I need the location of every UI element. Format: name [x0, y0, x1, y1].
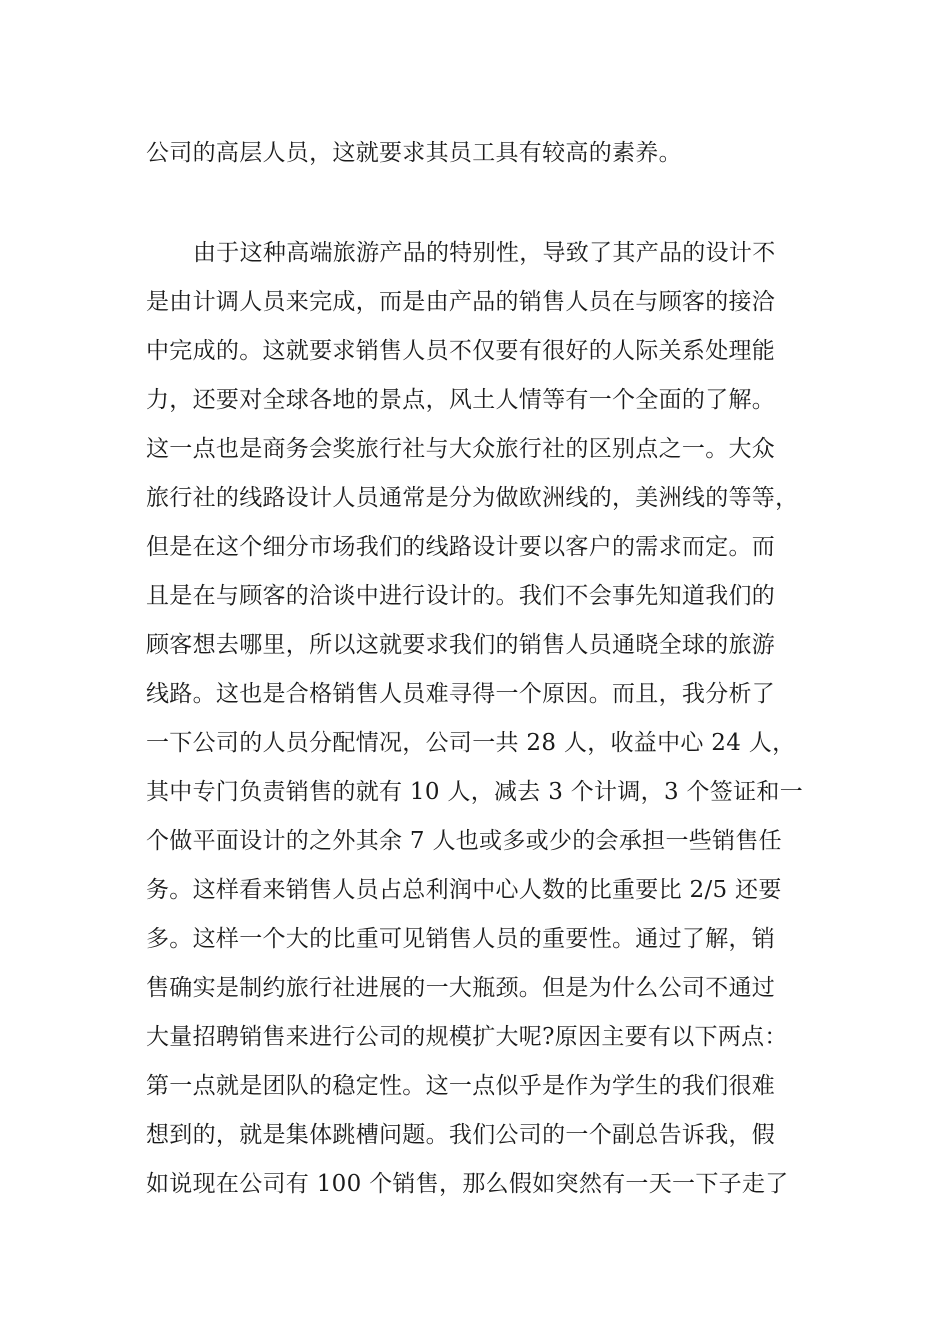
- paragraph-2-line-9: 顾客想去哪里，所以这就要求我们的销售人员通晓全球的旅游: [146, 632, 776, 658]
- paragraph-2-line-20: 如说现在公司有 100 个销售，那么假如突然有一天一下子走了: [146, 1171, 789, 1197]
- paragraph-2-line-16: 售确实是制约旅行社进展的一大瓶颈。但是为什么公司不通过: [146, 975, 776, 1001]
- paragraph-2-line-17: 大量招聘销售来进行公司的规模扩大呢?原因主要有以下两点：: [146, 1024, 788, 1050]
- paragraph-2-line-7: 但是在这个细分市场我们的线路设计要以客户的需求而定。而: [146, 534, 776, 560]
- paragraph-2-line-11: 一下公司的人员分配情况，公司一共 28 人，收益中心 24 人，: [146, 730, 796, 756]
- paragraph-2-line-15: 多。这样一个大的比重可见销售人员的重要性。通过了解，销: [146, 926, 776, 952]
- paragraph-2-line-10: 线路。这也是合格销售人员难寻得一个原因。而且，我分析了: [146, 681, 776, 707]
- paragraph-2-line-2: 是由计调人员来完成，而是由产品的销售人员在与顾客的接洽: [146, 289, 776, 315]
- paragraph-2-line-4: 力，还要对全球各地的景点，风土人情等有一个全面的了解。: [146, 387, 776, 413]
- paragraph-2-line-12: 其中专门负责销售的就有 10 人，减去 3 个计调，3 个签证和一: [146, 779, 803, 805]
- paragraph-2-line-1: 由于这种高端旅游产品的特别性，导致了其产品的设计不: [193, 240, 776, 266]
- paragraph-2-line-6: 旅行社的线路设计人员通常是分为做欧洲线的，美洲线的等等，: [146, 485, 799, 511]
- paragraph-2-line-14: 务。这样看来销售人员占总利润中心人数的比重要比 2/5 还要: [146, 877, 782, 903]
- paragraph-2-line-19: 想到的，就是集体跳槽问题。我们公司的一个副总告诉我，假: [146, 1122, 776, 1148]
- paragraph-1-line-1: 公司的高层人员，这就要求其员工具有较高的素养。: [146, 140, 682, 166]
- paragraph-2-line-3: 中完成的。这就要求销售人员不仅要有很好的人际关系处理能: [146, 338, 776, 364]
- paragraph-2-line-8: 且是在与顾客的洽谈中进行设计的。我们不会事先知道我们的: [146, 583, 776, 609]
- paragraph-2-line-18: 第一点就是团队的稳定性。这一点似乎是作为学生的我们很难: [146, 1073, 776, 1099]
- paragraph-2-line-13: 个做平面设计的之外其余 7 人也或多或少的会承担一些销售任: [146, 828, 782, 854]
- paragraph-2-line-5: 这一点也是商务会奖旅行社与大众旅行社的区别点之一。大众: [146, 436, 776, 462]
